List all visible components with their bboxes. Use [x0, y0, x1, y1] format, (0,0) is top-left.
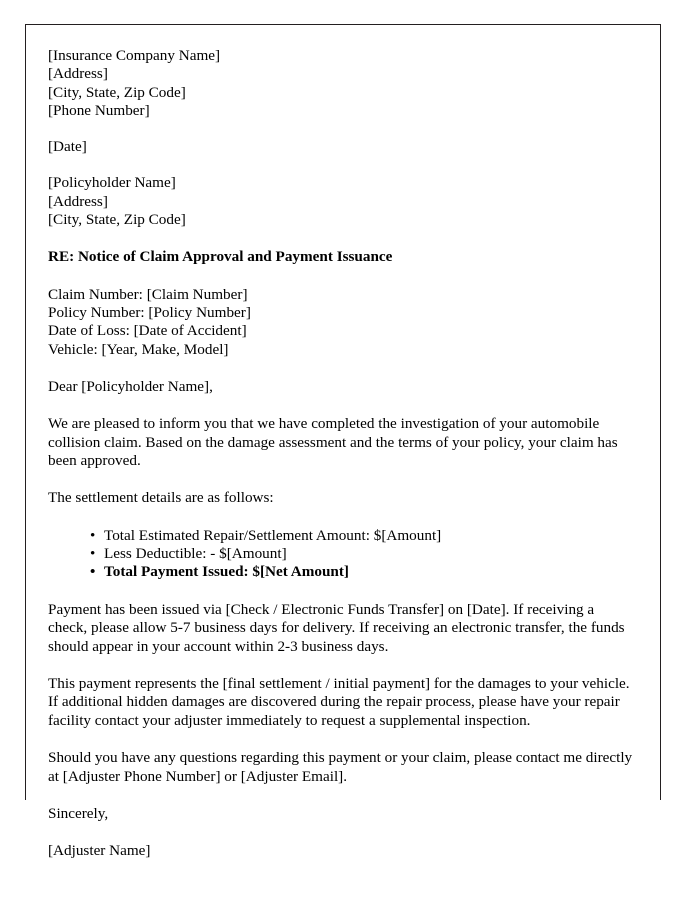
subject-heading: RE: Notice of Claim Approval and Payment Issuance [48, 248, 393, 266]
spacer-before-signature [48, 823, 634, 842]
claim-detail-claim-number: Claim Number: [Claim Number] [48, 285, 248, 303]
closing-line: Sincerely, [48, 805, 109, 823]
spacer-after-salutation [48, 396, 634, 415]
paragraph-settlement-scope: This payment represents the [final settlement / initial payment] for the damages to your vehicle. If additional hidden damages are discovered during the repair process, please have your repair facility contact your adjuster immediately to request a supplemental inspection. [48, 675, 630, 729]
date-line: [Date] [48, 138, 87, 156]
spacer-after-payment-paragraph [48, 656, 634, 675]
claim-detail-vehicle: Vehicle: [Year, Make, Model] [48, 340, 229, 358]
spacer-before-closing [48, 786, 634, 805]
spacer-before-settlement-intro [48, 470, 634, 489]
spacer-after-date [48, 156, 634, 174]
letter-page [25, 24, 661, 860]
spacer-after-sender [48, 120, 634, 138]
spacer-after-list [48, 582, 634, 601]
list-item: • Less Deductible: - $[Amount] [90, 545, 634, 563]
paragraph-opening: We are pleased to inform you that we have completed the investigation of your automobile collision claim. Based on the damage assessment and the terms of your policy, your claim has been approved. [48, 415, 618, 470]
recipient-line-city-state-zip: [City, State, Zip Code] [48, 211, 186, 229]
recipient-line-address: [Address] [48, 192, 108, 210]
paragraph-payment: Payment has been issued via [Check / Electronic Funds Transfer] on [Date]. If receiving a check, please allow 5-7 business days for delivery. If receiving an electronic transfer, the funds should appear in your account within 2-3 business days. [48, 600, 625, 655]
list-item: • Total Payment Issued: $[Net Amount] [90, 563, 634, 581]
spacer-after-subject [48, 267, 634, 286]
salutation: Dear [Policyholder Name], [48, 377, 213, 395]
claim-details-block [48, 286, 634, 359]
paragraph-contact: Should you have any questions regarding this payment or your claim, please contact me directly at [Adjuster Phone Number] or [Adjuster Email]. [48, 749, 633, 785]
sender-line-company: [Insurance Company Name] [48, 47, 221, 64]
sender-address-block [48, 47, 634, 120]
claim-detail-policy-number: Policy Number: [Policy Number] [48, 303, 251, 321]
sender-line-city-state-zip: [City, State, Zip Code] [48, 83, 186, 101]
signature-name: [Adjuster Name] [48, 842, 151, 860]
recipient-address-block [48, 174, 634, 229]
settlement-details-list [48, 527, 634, 582]
letter-content [48, 47, 634, 860]
list-item: • Total Estimated Repair/Settlement Amount: $[Amount] [90, 527, 634, 545]
sender-line-address: [Address] [48, 65, 108, 83]
recipient-line-name: [Policyholder Name] [48, 174, 176, 192]
date-block [48, 138, 634, 156]
spacer-before-list [48, 508, 634, 527]
settlement-intro: The settlement details are as follows: [48, 489, 274, 507]
spacer-before-salutation [48, 359, 634, 378]
spacer-after-scope-paragraph [48, 730, 634, 749]
claim-detail-date-of-loss: Date of Loss: [Date of Accident] [48, 322, 247, 340]
spacer-before-subject [48, 229, 634, 248]
sender-line-phone: [Phone Number] [48, 101, 150, 119]
